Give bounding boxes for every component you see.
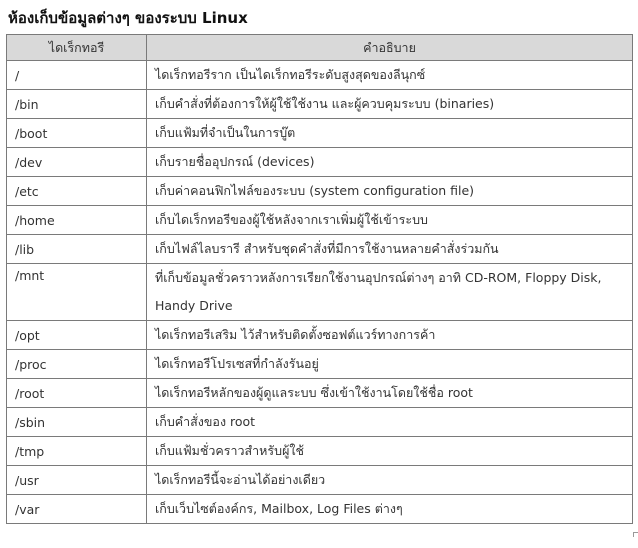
directory-cell: /usr bbox=[7, 466, 147, 495]
description-cell: ที่เก็บข้อมูลชั่วคราวหลังการเรียกใช้งานอุปกรณ์ต่างๆ อาทิ CD-ROM, Floppy Disk, Handy Drive bbox=[147, 264, 633, 321]
directory-cell: /boot bbox=[7, 119, 147, 148]
description-cell: ไดเร็กทอรีโปรเซสที่กำลังรันอยู่ bbox=[147, 350, 633, 379]
column-header-description: คำอธิบาย bbox=[147, 35, 633, 61]
description-cell: เก็บแฟ้มชั่วคราวสำหรับผู้ใช้ bbox=[147, 437, 633, 466]
page-title: ห้องเก็บข้อมูลต่างๆ ของระบบ Linux bbox=[8, 9, 248, 27]
table-row bbox=[7, 466, 633, 495]
description-cell: ไดเร็กทอรีนี้จะอ่านได้อย่างเดียว bbox=[147, 466, 633, 495]
description-cell: ไดเร็กทอรีเสริม ไว้สำหรับติดตั้งซอฟต์แวร์ทางการค้า bbox=[147, 321, 633, 350]
table-header-row bbox=[7, 35, 633, 61]
directory-cell: /sbin bbox=[7, 408, 147, 437]
description-cell: เก็บรายชื่ออุปกรณ์ (devices) bbox=[147, 148, 633, 177]
directory-cell: /mnt bbox=[7, 264, 147, 321]
directory-cell: /tmp bbox=[7, 437, 147, 466]
directory-cell: /etc bbox=[7, 177, 147, 206]
description-cell: เก็บแฟ้มที่จำเป็นในการบู๊ต bbox=[147, 119, 633, 148]
description-cell: เก็บเว็บไซต์องค์กร, Mailbox, Log Files ต่างๆ bbox=[147, 495, 633, 524]
directory-cell: /dev bbox=[7, 148, 147, 177]
description-cell: เก็บคำสั่งที่ต้องการให้ผู้ใช้ใช้งาน และผู้ควบคุมระบบ (binaries) bbox=[147, 90, 633, 119]
directory-cell: /lib bbox=[7, 235, 147, 264]
description-cell: เก็บไฟล์ไลบรารี สำหรับชุดคำสั่งที่มีการใช้งานหลายคำสั่งร่วมกัน bbox=[147, 235, 633, 264]
directory-cell: /bin bbox=[7, 90, 147, 119]
table-row bbox=[7, 408, 633, 437]
column-header-directory: ไดเร็กทอรี bbox=[7, 35, 147, 61]
table-row bbox=[7, 119, 633, 148]
directory-cell: /proc bbox=[7, 350, 147, 379]
directory-cell: / bbox=[7, 61, 147, 90]
table-row bbox=[7, 379, 633, 408]
directory-table bbox=[6, 34, 633, 524]
resize-corner-mark bbox=[633, 532, 638, 537]
table-row bbox=[7, 90, 633, 119]
table-row bbox=[7, 148, 633, 177]
table-row bbox=[7, 235, 633, 264]
table-row bbox=[7, 495, 633, 524]
table-row bbox=[7, 264, 633, 321]
description-cell: ไดเร็กทอรีราก เป็นไดเร็กทอรีระดับสูงสุดของลีนุกซ์ bbox=[147, 61, 633, 90]
description-cell: ไดเร็กทอรีหลักของผู้ดูแลระบบ ซึ่งเข้าใช้งานโดยใช้ชื่อ root bbox=[147, 379, 633, 408]
description-cell: เก็บค่าคอนฟิกไฟล์ของระบบ (system configuration file) bbox=[147, 177, 633, 206]
table-row bbox=[7, 321, 633, 350]
table-row bbox=[7, 350, 633, 379]
description-cell: เก็บไดเร็กทอรีของผู้ใช้หลังจากเราเพิ่มผู้ใช้เข้าระบบ bbox=[147, 206, 633, 235]
table-row bbox=[7, 437, 633, 466]
table-row bbox=[7, 61, 633, 90]
directory-cell: /opt bbox=[7, 321, 147, 350]
directory-cell: /var bbox=[7, 495, 147, 524]
table-row bbox=[7, 206, 633, 235]
description-cell: เก็บคำสั่งของ root bbox=[147, 408, 633, 437]
directory-cell: /home bbox=[7, 206, 147, 235]
directory-cell: /root bbox=[7, 379, 147, 408]
table-row bbox=[7, 177, 633, 206]
